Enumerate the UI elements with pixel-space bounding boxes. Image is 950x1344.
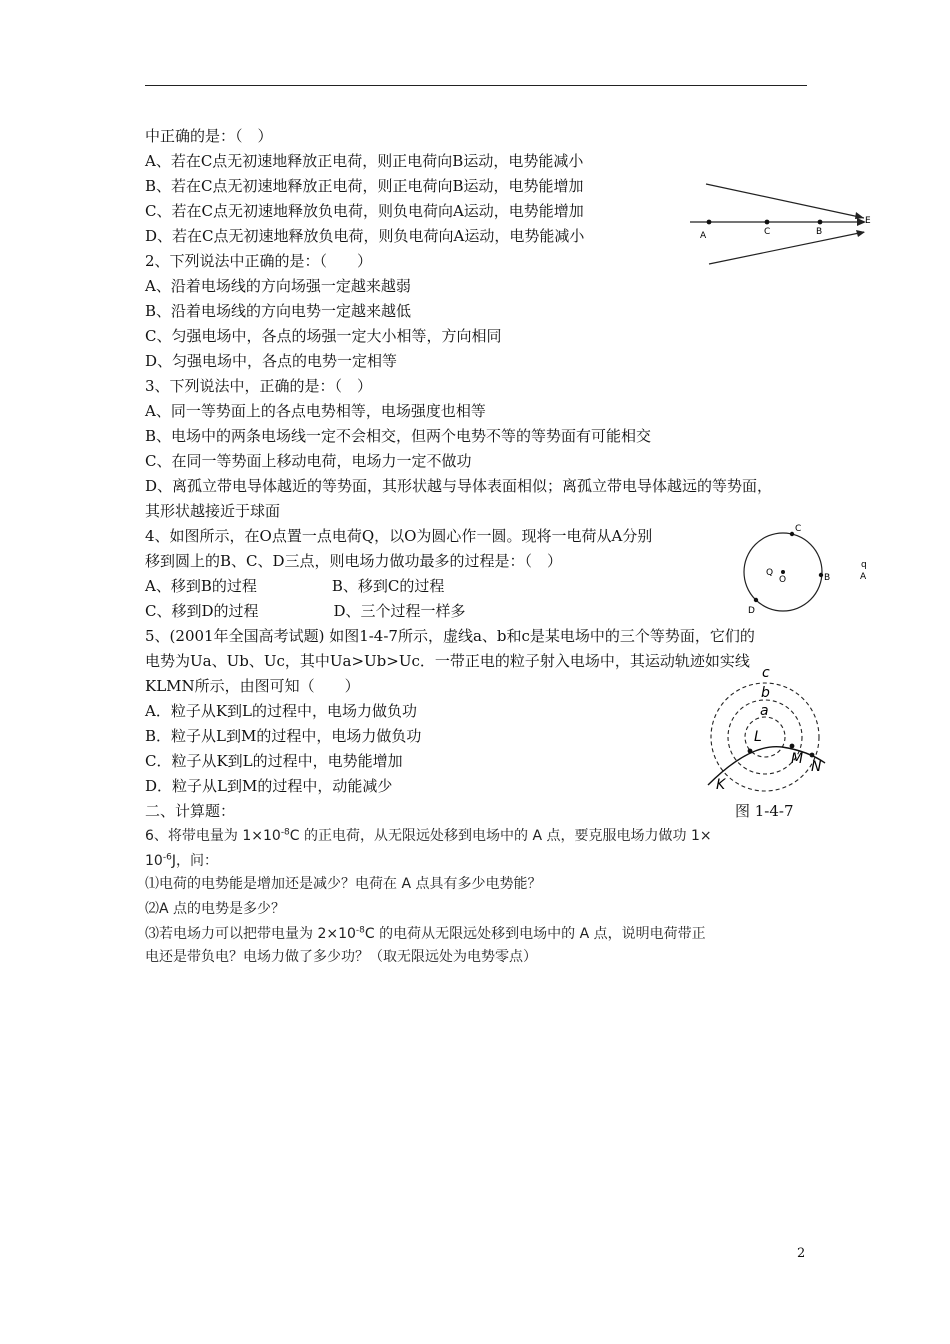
q2-option-c: C、匀强电场中，各点的场强一定大小相等，方向相同 [145, 327, 502, 345]
q6-exponent: -8 [355, 925, 365, 936]
point-b-dot [818, 220, 823, 225]
center-o-dot [781, 570, 785, 574]
point-b-dot [819, 573, 823, 577]
label-b: B [824, 573, 831, 583]
q3-option-c: C、在同一等势面上移动电荷，电场力一定不做功 [145, 452, 472, 470]
q5-option-a: A．粒子从K到L的过程中，电场力做负功 [145, 702, 418, 720]
label-a: a [760, 703, 769, 719]
page-number: 2 [797, 1246, 806, 1261]
q2-option-b: B、沿着电场线的方向电势一定越来越低 [145, 302, 412, 320]
label-c: C [795, 524, 802, 534]
q4-stem-1: 4、如图所示，在O点置一点电荷Q，以O为圆心作一圆。现将一电荷从A分别 [145, 527, 653, 545]
q6-text: 6、将带电量为 1×10 [145, 828, 281, 844]
label-b: B [816, 227, 823, 237]
q5-option-b: B．粒子从L到M的过程中，电场力做负功 [145, 727, 422, 745]
q6-text: ⑶若电场力可以把带电量为 2×10 [145, 926, 356, 942]
q1-option-d: D、若在C点无初速地释放负电荷，则负电荷向A运动，电势能减小 [145, 227, 585, 245]
label-e: E [865, 216, 871, 226]
section-calc-heading: 二、计算题： [145, 802, 236, 820]
q6-text: 10 [145, 853, 163, 869]
q6-line-2 [145, 851, 218, 871]
label-o: O [779, 575, 787, 585]
q5-option-d: D．粒子从L到M的过程中，动能减少 [145, 777, 393, 795]
q2-stem: 2、下列说法中正确的是：（ ） [145, 252, 373, 270]
q5-stem-3: KLMN所示，由图可知（ ） [145, 677, 360, 695]
label-q-charge: q [861, 560, 867, 570]
q3-option-b: B、电场中的两条电场线一定不会相交，但两个电势不等的等势面有可能相交 [145, 427, 652, 445]
field-line-figure [684, 176, 884, 276]
label-m: M [791, 751, 804, 767]
q6-part-2: ⑵A 点的电势是多少？ [145, 901, 286, 917]
q1-option-b: B、若在C点无初速地释放正电荷，则正电荷向B运动，电势能增加 [145, 177, 584, 195]
q6-part-1: ⑴电荷的电势能是增加还是减少？电荷在 A 点具有多少电势能？ [145, 876, 542, 892]
q6-text: C 的电荷从无限远处移到电场中的 A 点，说明电荷带正 [364, 926, 706, 942]
q1-option-c: C、若在C点无初速地释放负电荷，则负电荷向A运动，电势能增加 [145, 202, 584, 220]
q6-exponent: -6 [162, 852, 172, 863]
label-b: b [761, 685, 770, 701]
figure-caption: 图 1-4-7 [735, 802, 794, 820]
q1-stem-tail: 中正确的是：（ ） [145, 127, 273, 145]
q4-options-ab: A、移到B的过程 B、移到C的过程 [145, 577, 445, 595]
label-n: N [811, 759, 822, 775]
q6-part-3 [145, 924, 706, 944]
q6-exponent: -8 [280, 827, 290, 838]
point-n-dot [810, 753, 815, 758]
q4-options-cd: C、移到D的过程 D、三个过程一样多 [145, 602, 466, 620]
q5-stem-1: 5、(2001年全国高考试题) 如图1-4-7所示，虚线a、b和c是某电场中的三个等势面，它们的 [145, 627, 755, 645]
label-k: K [716, 777, 726, 793]
q6-text: C 的正电荷，从无限远处移到电场中的 A 点，要克服电场力做功 1× [289, 828, 712, 844]
label-q-center: Q [766, 568, 774, 578]
q1-option-a: A、若在C点无初速地释放正电荷，则正电荷向B运动，电势能减小 [145, 152, 584, 170]
q4-stem-2: 移到圆上的B、C、D三点，则电场力做功最多的过程是：（ ） [145, 552, 563, 570]
q3-option-d: D、离孤立带电导体越近的等势面，其形状越与导体表面相似；离孤立带电导体越远的等势面， [145, 477, 773, 495]
point-l-dot [748, 749, 753, 754]
circle-figure [735, 515, 875, 620]
q2-option-d: D、匀强电场中，各点的电势一定相等 [145, 352, 398, 370]
q3-option-d-cont: 其形状越接近于球面 [145, 502, 281, 520]
q3-stem: 3、下列说法中，正确的是：（ ） [145, 377, 373, 395]
label-a: A [860, 572, 867, 582]
q6-text: J，问： [171, 853, 218, 869]
label-d: D [748, 606, 755, 616]
q2-option-a: A、沿着电场线的方向场强一定越来越弱 [145, 277, 411, 295]
point-d-dot [754, 598, 758, 602]
point-m-dot [790, 744, 795, 749]
equipotential-figure [700, 665, 840, 795]
label-a: A [700, 231, 707, 241]
point-c-dot [790, 532, 794, 536]
q5-stem-2: 电势为Ua、Ub、Uc，其中Ua>Ub>Uc．一带正电的粒子射入电场中，其运动轨迹如实线 [145, 652, 750, 670]
q6-part-3-cont: 电还是带负电？电场力做了多少功？（取无限远处为电势零点） [145, 949, 537, 965]
point-c-dot [765, 220, 770, 225]
q6-line-1 [145, 826, 712, 846]
header-rule [145, 85, 807, 86]
q5-option-c: C．粒子从K到L的过程中，电势能增加 [145, 752, 403, 770]
point-a-dot [707, 220, 712, 225]
label-c: c [762, 665, 770, 681]
label-c: C [764, 227, 771, 237]
q3-option-a: A、同一等势面上的各点电势相等，电场强度也相等 [145, 402, 486, 420]
label-l: L [754, 729, 762, 745]
